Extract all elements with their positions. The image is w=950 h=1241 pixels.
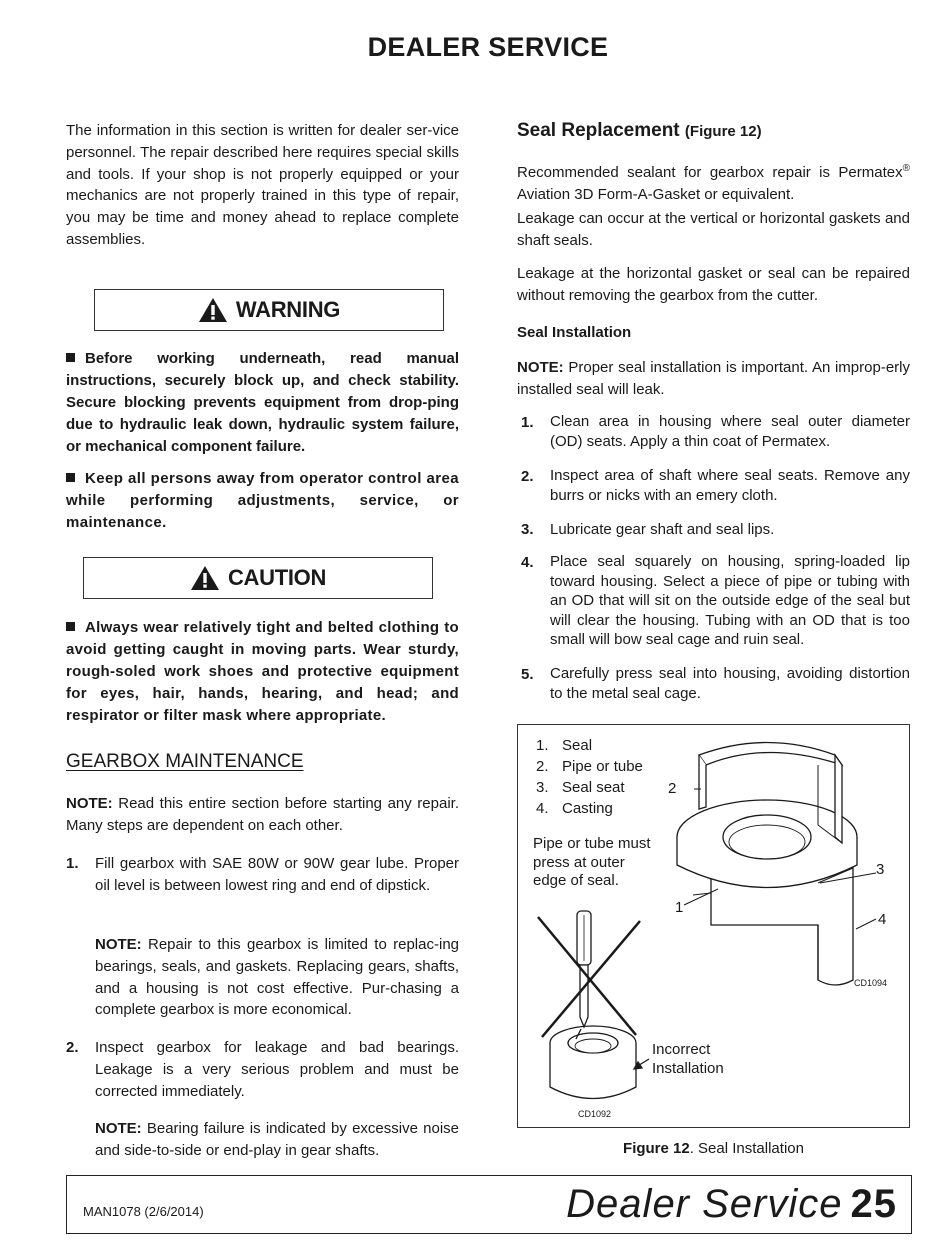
seal-step [521, 519, 910, 541]
note-text: Bearing failure is indicated by excessive noise and side-to-side or end-play in gear shafts. [95, 1120, 459, 1159]
step-text: Inspect gearbox for leakage and bad bearings. Leakage is a very serious problem and must be corrected immediately. [95, 1039, 459, 1100]
warning-item-text: Keep all persons away from operator control area while performing adjustments, service, or maintenance. [66, 470, 459, 531]
step-number: 4. [521, 554, 534, 571]
note-label: NOTE: [66, 795, 113, 812]
figure-note: Pipe or tube must press at outer edge of seal. [533, 835, 651, 889]
step-number: 1. [66, 855, 79, 872]
gearbox-maintenance-heading: GEARBOX MAINTENANCE [66, 751, 304, 772]
document-code: MAN1078 (2/6/2014) [83, 1204, 204, 1219]
sealant-text: Recommended sealant for gearbox repair is Permatex [517, 164, 903, 181]
page-number: 25 [850, 1182, 897, 1226]
callout-2: 2 [668, 780, 677, 797]
step-number: 3. [521, 521, 534, 538]
section-name: Dealer Service [566, 1182, 843, 1226]
install-note [517, 357, 910, 401]
step-number: 2. [66, 1039, 79, 1056]
note-label: NOTE: [95, 936, 142, 953]
warning-item [66, 468, 459, 534]
intro-paragraph: The information in this section is written for dealer ser-vice personnel. The repair described here requires special skills and tools. If your shop is not properly equipped or your mechanics are not properly trained in this type of repair, you may be time and money ahead to replace complete assemblies. [66, 122, 459, 248]
callout-3: 3 [876, 861, 885, 878]
caption-text: . Seal Installation [689, 1140, 804, 1157]
sealant-paragraph [517, 158, 910, 206]
step-text: Lubricate gear shaft and seal lips. [550, 521, 775, 538]
caption-label: Figure 12 [623, 1140, 690, 1157]
step-text: Carefully press seal into housing, avoiding distortion to the metal seal cage. [550, 665, 910, 702]
step-note [95, 1118, 459, 1162]
bullet-square-icon [66, 353, 75, 362]
step-text: Inspect area of shaft where seal seats. Remove any burrs or nicks with an emery cloth. [550, 467, 910, 504]
caution-triangle-icon [190, 565, 220, 591]
incorrect-installation-drawing [538, 911, 649, 1099]
seal-step [521, 466, 910, 505]
note-text: Proper seal installation is important. An improp-erly installed seal will leak. [517, 359, 910, 398]
note-label: NOTE: [517, 359, 564, 376]
page-footer [66, 1175, 912, 1234]
warning-triangle-icon [198, 297, 228, 323]
callout-1: 1 [675, 899, 684, 916]
warning-label: WARNING [235, 297, 341, 322]
figure-code-correct: CD1094 [854, 978, 888, 988]
warning-banner [94, 289, 444, 331]
gearbox-step [66, 1037, 459, 1102]
step-text: Fill gearbox with SAE 80W or 90W gear lube. Proper oil level is between lowest ring and end of dipstick. [95, 855, 459, 894]
step-number: 1. [521, 414, 534, 431]
step-number: 5. [521, 666, 534, 683]
step-text: Place seal squarely on housing, spring-loaded lip toward housing. Select a piece of pipe or tubing with an OD that will sit on the outside edge of the seal but will clear the housing. Tubing with an OD that is too small will bow seal cage and ruin seal. [550, 553, 910, 648]
gearbox-step [66, 853, 459, 897]
note-text: Repair to this gearbox is limited to replac-ing bearings, seals, and gaskets. Replacing gears, shafts, and a housing is not cost effective. Pur-chasing a complete gearbox is more economical. [95, 936, 459, 1019]
note-text: Read this entire section before starting any repair. Many steps are dependent on each other. [66, 795, 459, 834]
sealant-text-end: Aviation 3D Form-A-Gasket or equivalent. [517, 185, 795, 203]
registered-mark: ® [902, 163, 910, 174]
bullet-square-icon [66, 622, 75, 631]
warning-item-text: Before working underneath, read manual instructions, securely block up, and check stability. Secure blocking prevents equipment from drop-ping due to hydraulic leak down, hydraulic system failure, or mechanical component failure. [66, 350, 459, 455]
horizontal-gasket-paragraph: Leakage at the horizontal gasket or seal can be repaired without removing the gearbox from the cutter. [517, 265, 910, 304]
callout-4: 4 [878, 911, 887, 928]
bullet-square-icon [66, 473, 75, 482]
step-text: Clean area in housing where seal outer diameter (OD) seats. Apply a thin coat of Permatex. [550, 413, 910, 450]
warning-item [66, 348, 459, 458]
caution-item-text: Always wear relatively tight and belted clothing to avoid getting caught in moving parts. Wear sturdy, rough-soled work shoes and protective equipment for eyes, hair, hands, hearing, and head; and respirator or filter mask where appropriate. [66, 619, 459, 724]
legend-item: 4. Casting [536, 800, 613, 817]
legend-item: 3. Seal seat [536, 779, 625, 796]
seal-installation-illustration [518, 725, 909, 1127]
caution-banner [83, 557, 433, 599]
seal-step [521, 664, 910, 703]
heading-text: Seal Replacement [517, 120, 680, 141]
figure-reference: (Figure 12) [684, 123, 762, 140]
gearbox-note [66, 793, 459, 837]
caution-item [66, 617, 459, 727]
seal-replacement-heading [517, 120, 910, 142]
seal-step [521, 552, 910, 650]
incorrect-label-line1: Incorrect [652, 1041, 711, 1058]
step-note [95, 934, 459, 1021]
page-title: DEALER SERVICE [367, 32, 609, 62]
legend-item: 2. Pipe or tube [536, 758, 643, 775]
legend-item: 1. Seal [536, 737, 593, 754]
seal-step [521, 412, 910, 451]
caution-label: CAUTION [227, 565, 327, 590]
note-label: NOTE: [95, 1120, 142, 1137]
step-number: 2. [521, 468, 534, 485]
correct-installation-drawing [677, 743, 876, 986]
figure-12-seal-installation [517, 724, 910, 1128]
figure-code-incorrect: CD1092 [578, 1109, 612, 1119]
incorrect-label-line2: Installation [652, 1060, 724, 1077]
leakage-paragraph: Leakage can occur at the vertical or horizontal gaskets and shaft seals. [517, 210, 910, 249]
footer-section-title [566, 1182, 897, 1227]
figure-caption [517, 1140, 910, 1157]
seal-installation-heading: Seal Installation [517, 324, 632, 341]
